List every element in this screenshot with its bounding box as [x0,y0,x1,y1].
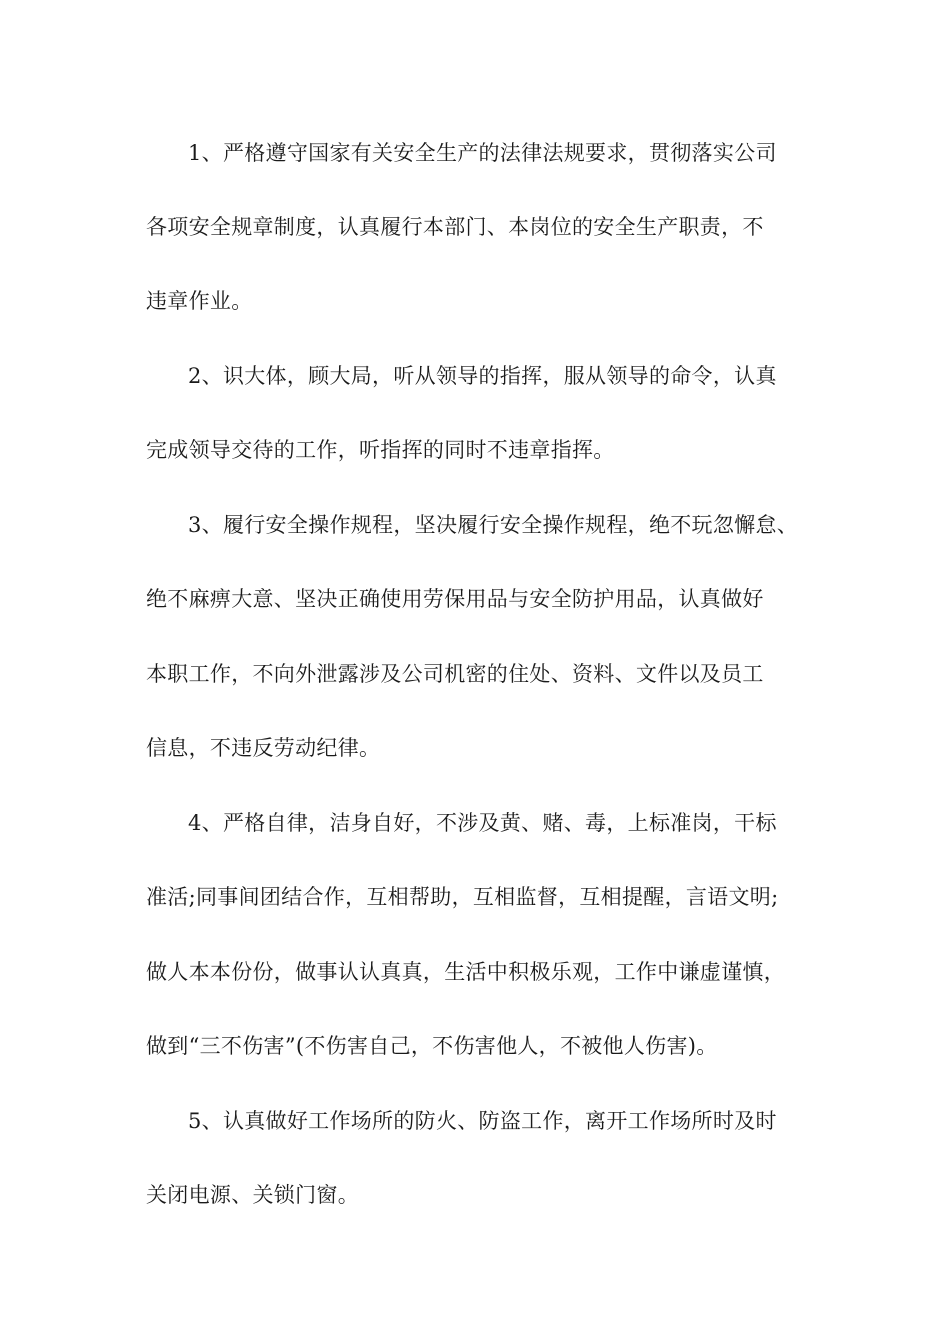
paragraph-3-line-2: 绝不麻痹大意、坚决正确使用劳保用品与安全防护用品，认真做好 [146,587,764,611]
paragraph-5-line-1: 5、认真做好工作场所的防火、防盗工作，离开工作场所时及时 [188,1109,777,1133]
paragraph-4-line-4: 做到“三不伤害”(不伤害自己，不伤害他人，不被他人伤害)。 [146,1034,718,1058]
paragraph-3-line-4: 信息，不违反劳动纪律。 [146,736,381,760]
paragraph-2-line-1: 2、识大体，顾大局，听从领导的指挥，服从领导的命令，认真 [188,364,777,388]
paragraph-5-line-2: 关闭电源、关锁门窗。 [146,1183,359,1207]
paragraph-4-line-2: 准活;同事间团结合作，互相帮助，互相监督，互相提醒，言语文明; [146,885,779,909]
paragraph-2-line-2: 完成领导交待的工作，听指挥的同时不违章指挥。 [146,438,615,462]
paragraph-4-line-3: 做人本本份份，做事认认真真，生活中积极乐观，工作中谦虚谨慎， [146,960,785,984]
paragraph-1-line-2: 各项安全规章制度，认真履行本部门、本岗位的安全生产职责，不 [146,215,764,239]
paragraph-3-line-1: 3、履行安全操作规程，坚决履行安全操作规程，绝不玩忽懈怠、 [188,513,799,537]
paragraph-4-line-1: 4、严格自律，洁身自好，不涉及黄、赌、毒，上标准岗，干标 [188,811,777,835]
paragraph-1-line-1: 1、严格遵守国家有关安全生产的法律法规要求，贯彻落实公司 [188,141,777,165]
paragraph-3-line-3: 本职工作，不向外泄露涉及公司机密的住处、资料、文件以及员工 [146,662,764,686]
paragraph-1-line-3: 违章作业。 [146,289,253,313]
